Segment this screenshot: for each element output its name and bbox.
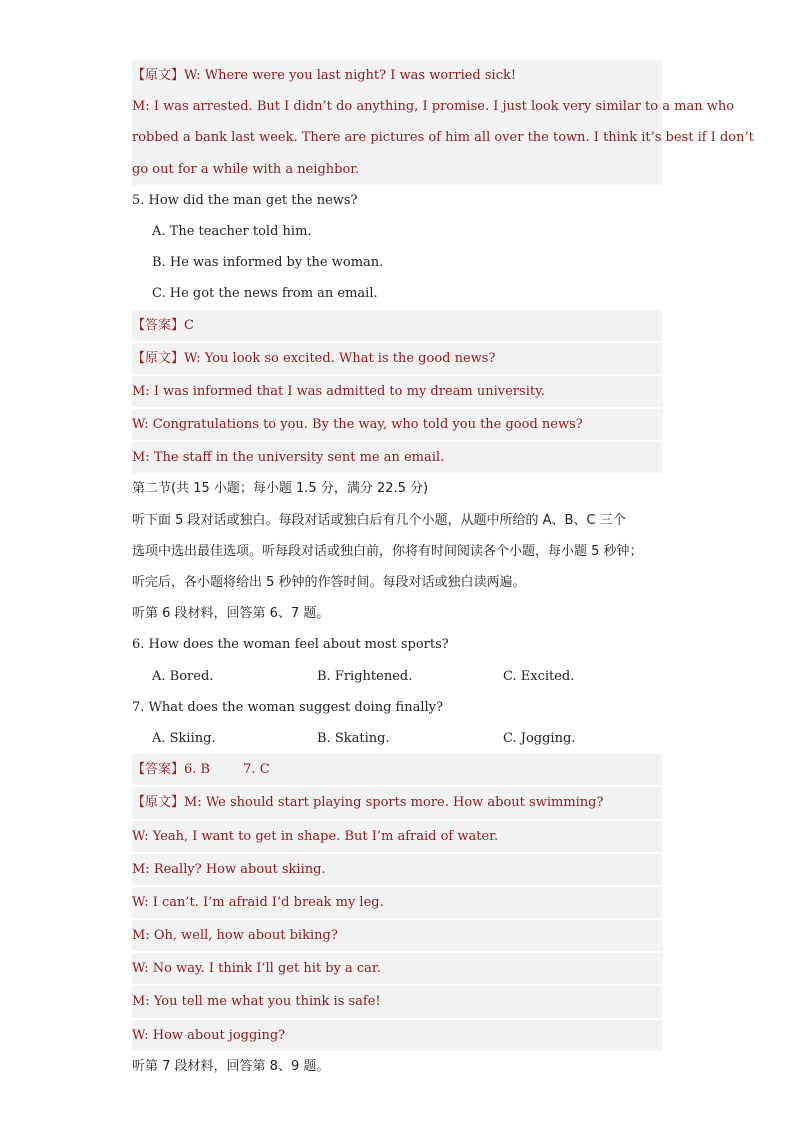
option-5c: C. He got the news from an email. [152, 286, 378, 302]
answer-line: 【答案】6. B 7. C [132, 754, 662, 785]
instruction-line: 听下面 5 段对话或独白。每段对话或独白后有几个小题，从题中所给的 A、B、C 三个 [132, 512, 626, 528]
material-6-heading: 听第 6 段材料，回答第 6、7 题。 [132, 606, 330, 622]
transcript-line: W: I can’t. I’m afraid I’d break my leg. [132, 887, 662, 918]
transcript-line: W: How about jogging? [132, 1020, 662, 1051]
option-5b: B. He was informed by the woman. [152, 255, 384, 271]
transcript-line: M: I was arrested. But I didn’t do anything, I promise. I just look very similar to a man who [132, 91, 662, 122]
transcript-line: M: You tell me what you think is safe! [132, 986, 662, 1017]
option-7b: B. Skating. [317, 730, 390, 746]
answer-block-6-7 [132, 754, 662, 1051]
transcript-line: W: Yeah, I want to get in shape. But I’m afraid of water. [132, 821, 662, 852]
instruction-line: 选项中选出最佳选项。听每段对话或独白前，你将有时间阅读各个小题，每小题 5 秒钟； [132, 543, 643, 559]
option-7a: A. Skiing. [152, 730, 216, 746]
document-page [132, 60, 754, 1082]
transcript-line: M: Oh, well, how about biking? [132, 920, 662, 951]
transcript-line: go out for a while with a neighbor. [132, 154, 662, 185]
answer-line: 【答案】C [132, 310, 662, 341]
transcript-line: 【原文】M: We should start playing sports more. How about swimming? [132, 787, 662, 818]
transcript-line: robbed a bank last week. There are pictures of him all over the town. I think it’s best if I don’t [132, 122, 662, 153]
transcript-line: W: No way. I think I’ll get hit by a car. [132, 953, 662, 984]
transcript-line: M: The staff in the university sent me an email. [132, 442, 662, 473]
transcript-line: 【原文】W: Where were you last night? I was worried sick! [132, 60, 662, 91]
options-7 [132, 723, 662, 754]
transcript-line: W: Congratulations to you. By the way, who told you the good news? [132, 409, 662, 440]
answer-block-5 [132, 310, 662, 474]
question-5: 5. How did the man get the news? [132, 192, 358, 208]
option-6b: B. Frightened. [317, 668, 413, 684]
transcript-line: 【原文】W: You look so excited. What is the good news? [132, 343, 662, 374]
question-6: 6. How does the woman feel about most sports? [132, 637, 449, 653]
transcript-line: M: I was informed that I was admitted to my dream university. [132, 376, 662, 407]
option-6c: C. Excited. [503, 668, 575, 684]
instruction-line: 听完后，各小题将给出 5 秒钟的作答时间。每段对话或独白读两遍。 [132, 575, 526, 590]
section-2-title: 第二节(共 15 小题；每小题 1.5 分，满分 22.5 分) [132, 481, 429, 497]
question-7: 7. What does the woman suggest doing finally? [132, 699, 443, 715]
material-7-heading: 听第 7 段材料，回答第 8、9 题。 [132, 1058, 330, 1074]
options-6 [132, 661, 662, 692]
option-7c: C. Jogging. [503, 730, 576, 746]
option-5a: A. The teacher told him. [152, 223, 312, 239]
transcript-block-4 [132, 60, 754, 185]
option-6a: A. Bored. [152, 668, 214, 684]
transcript-line: M: Really? How about skiing. [132, 854, 662, 885]
